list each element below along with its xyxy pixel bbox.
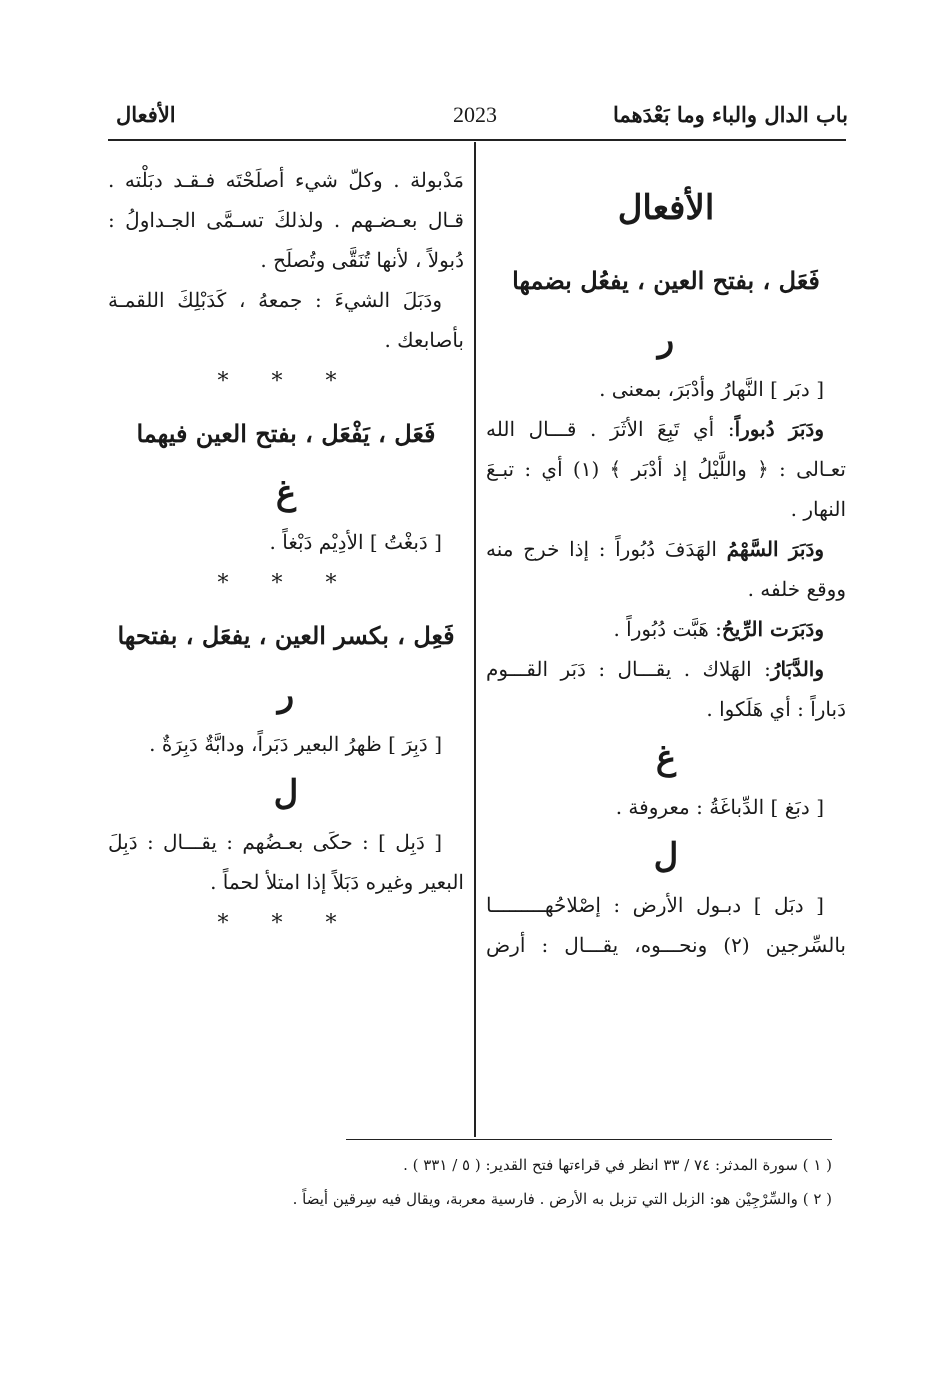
entry-line: [ دَبِرَ ] ظهرُ البعير دَبَراً، ودابَّةٌ دَبِرَةٌ . <box>149 732 442 756</box>
root-letter: غ <box>275 473 297 513</box>
entry-line: دُبولاً ، لأنها تُنَقَّى وتُصلَح . <box>260 248 464 272</box>
entry-text: : أي تَبِعَ الأثَرَ . قـــال الله <box>486 417 735 441</box>
entry-line: البعير وغيره دَبَلاً إذا امتلأ لحماً . <box>210 870 464 894</box>
entry-line <box>486 529 846 569</box>
entry-line: مَدْبولة . وكلّ شيء أصلَحْتَه فـقـد دبَلْته . <box>108 168 464 192</box>
entry-line: قـال بعـضـهم . ولذلكَ تسـمَّى الجـداولُ : <box>108 208 464 232</box>
entry-line: ووقع خلفه . <box>747 577 846 601</box>
entry-line: [ دبَر ] النَّهارُ وأدْبَرَ، بمعنى . <box>599 377 824 401</box>
entry-line <box>108 280 464 320</box>
headword: ودَبَلَ <box>402 288 442 312</box>
entry-line: بأصابعك . <box>384 328 464 352</box>
entry-text: : هَبَّت دُبُوراً . <box>613 617 722 641</box>
entry-line: النهار . <box>790 497 846 521</box>
root-letter: غ <box>655 738 677 778</box>
entry-line <box>486 649 846 689</box>
entry-line <box>486 609 846 649</box>
root-letter: ر <box>657 320 675 360</box>
page-number: 2023 <box>453 102 497 127</box>
footnote-2: ( ٢ ) والسِّرْجِيْن هو: الزبل التي تزبل به الأرض . فارسية معربة، ويقال فيه سِرقين أيضاً . <box>292 1190 832 1208</box>
section-separator: * * * <box>217 571 355 596</box>
section-separator: * * * <box>217 911 355 936</box>
entry-line: [ دبَغ ] الدِّباغَةُ : معروفة . <box>615 795 824 819</box>
entry-line: تعـالى : ﴿ واللَّيْلُ إذ أدْبَر ﴾ (١) أي : تبـعَ <box>486 457 846 481</box>
headword: والدَّبَارُ <box>770 657 824 681</box>
running-header-left: الأفعال <box>116 102 176 127</box>
column-divider <box>474 142 476 1137</box>
headword: ودَبَرَ السَّهْمُ <box>726 537 825 561</box>
entry-line: دَباراً : أي هَلَكوا . <box>706 697 846 721</box>
root-letter: ل <box>273 773 299 813</box>
entry-line: بالسِّرجين (٢) ونحـــوه، يقـــال : أرض <box>486 933 846 957</box>
section-separator: * * * <box>217 369 355 394</box>
footnote-rule <box>346 1139 832 1140</box>
root-letter: ر <box>277 675 295 715</box>
entry-line <box>486 409 846 449</box>
entry-text: : الهَلاك . يقـــال : دَبَر القـــوم <box>486 657 771 681</box>
section-heading: فَعَل ، يَفْعَل ، بفتح العين فيهما <box>136 419 436 448</box>
section-heading: فَعَل ، بفتح العين ، يفعُل بضمها <box>512 266 820 295</box>
running-header-right: باب الدال والباء وما بَعْدَهما <box>613 102 848 127</box>
footnote-1: ( ١ ) سورة المدثر: ٧٤ / ٣٣ انظر في قراءتها فتح القدير: ( ٥ / ٣٣١ ) . <box>403 1156 832 1174</box>
entry-line: [ دَبغْتُ ] الأدِيْم دَبْغاً . <box>269 530 442 554</box>
entry-line: [ دبَل ] دبـول الأرض : إصْلاحُهـــــــــا <box>486 893 824 917</box>
left-column <box>108 160 464 946</box>
entry-text: الهَدَفَ دُبُوراً : إذا خرج منه <box>486 537 717 561</box>
headword: ودَبَرَ دُبوراً <box>734 417 824 441</box>
entry-line: [ دَبِل ] : حكَى بعـضُهم : يقـــال : دَبِلَ <box>108 830 442 854</box>
headword: ودَبَرَت الرِّيحُ <box>721 617 824 641</box>
right-column <box>486 165 846 965</box>
root-letter: ل <box>653 836 679 876</box>
entry-text: الشيءَ : جمعهُ ، كَدَبْلِكَ اللقمـة <box>108 288 391 312</box>
section-heading: فَعِل ، بكسر العين ، يفعَل ، بفتحها <box>117 621 455 650</box>
header-rule <box>108 139 846 141</box>
main-heading: الأفعال <box>617 188 715 228</box>
